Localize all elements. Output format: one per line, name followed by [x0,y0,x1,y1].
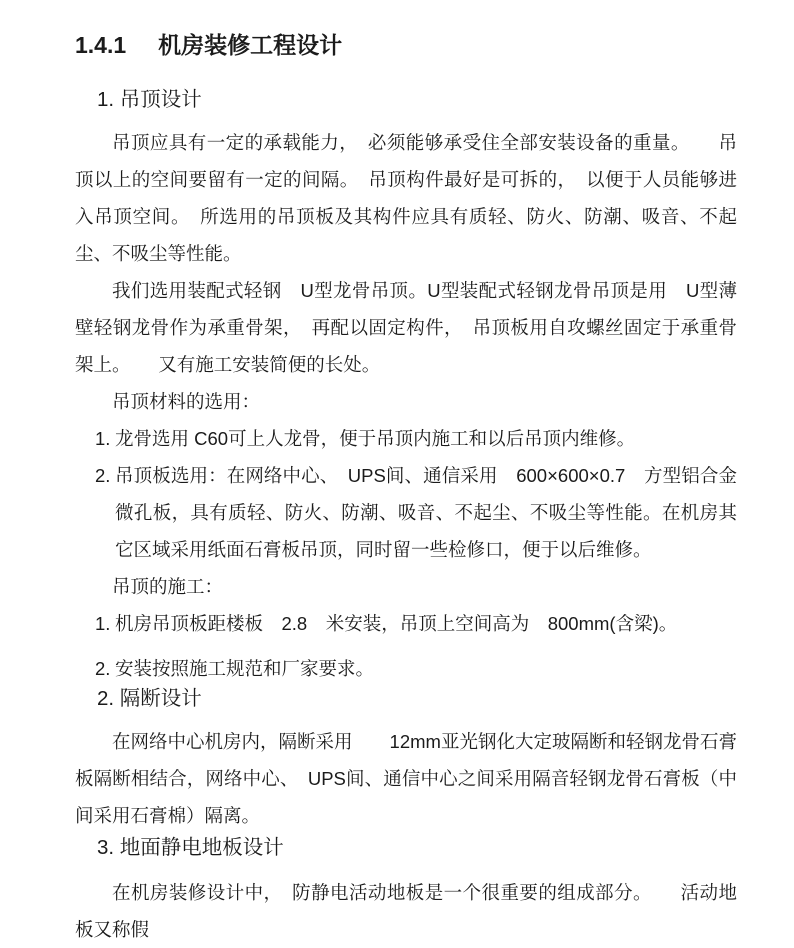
ceiling-paragraph-2: 我们选用装配式轻钢 U型龙骨吊顶。U型装配式轻钢龙骨吊顶是用 U型薄壁轻钢龙骨作为承重骨架， 再配以固定构件， 吊顶板用自攻螺丝固定于承重骨架上。 又有施工安装简便的长处。 [75,280,737,375]
list-item [75,420,737,457]
section-heading-ceiling: 1. 吊顶设计 [97,88,202,111]
heading-text: 机房装修工程设计 [158,32,343,58]
ceiling-construction-label: 吊顶的施工： [112,576,224,597]
list-item [75,650,737,687]
partition-paragraph-1: 在网络中心机房内，隔断采用 12mm亚光钢化大定玻隔断和轻钢龙骨石膏板隔断相结合，网络中心、 UPS间、通信中心之间采用隔音轻钢龙骨石膏板（中间采用石膏棉）隔离。 [75,731,737,826]
list-item-marker: 1. [95,428,111,449]
section-heading-floor: 3. 地面静电地板设计 [97,836,284,859]
list-item-marker: 2. [95,658,111,679]
list-item-marker: 1. [95,613,111,634]
list-item [75,457,737,568]
ceiling-paragraph-1: 吊顶应具有一定的承载能力， 必须能够承受住全部安装设备的重量。 吊顶以上的空间要留有一定的间隔。 吊顶构件最好是可拆的， 以便于人员能够进入吊顶空间。 所选用的吊顶板及其构件应具有质轻、防火、防潮、吸音、不起尘、不吸尘等性能。 [75,132,737,264]
list-item-text: 龙骨选用 C60可上人龙骨，便于吊顶内施工和以后吊顶内维修。 [115,428,636,449]
list-item-marker: 2. [95,465,111,486]
list-item-text: 机房吊顶板距楼板 2.8 米安装，吊顶上空间高为 800mm(含梁)。 [115,613,678,634]
section-heading-partition: 2. 隔断设计 [97,687,202,710]
heading-number: 1.4.1 [75,32,127,58]
ceiling-materials-label: 吊顶材料的选用： [112,391,261,412]
page-title [75,33,737,57]
list-item-text: 吊顶板选用：在网络中心、 UPS间、通信采用 600×600×0.7 方型铝合金微孔板，具有质轻、防火、防潮、吸音、不起尘、不吸尘等性能。在机房其它区域采用纸面石膏板吊顶，同时留一些检修口，便于以后维修。 [115,465,737,560]
floor-paragraph-1: 在机房装修设计中， 防静电活动地板是一个很重要的组成部分。 活动地板又称假 [75,882,737,940]
list-item [75,605,737,642]
list-item-text: 安装按照施工规范和厂家要求。 [115,658,375,679]
ceiling-construction-list [75,605,737,687]
ceiling-materials-list [75,420,737,568]
